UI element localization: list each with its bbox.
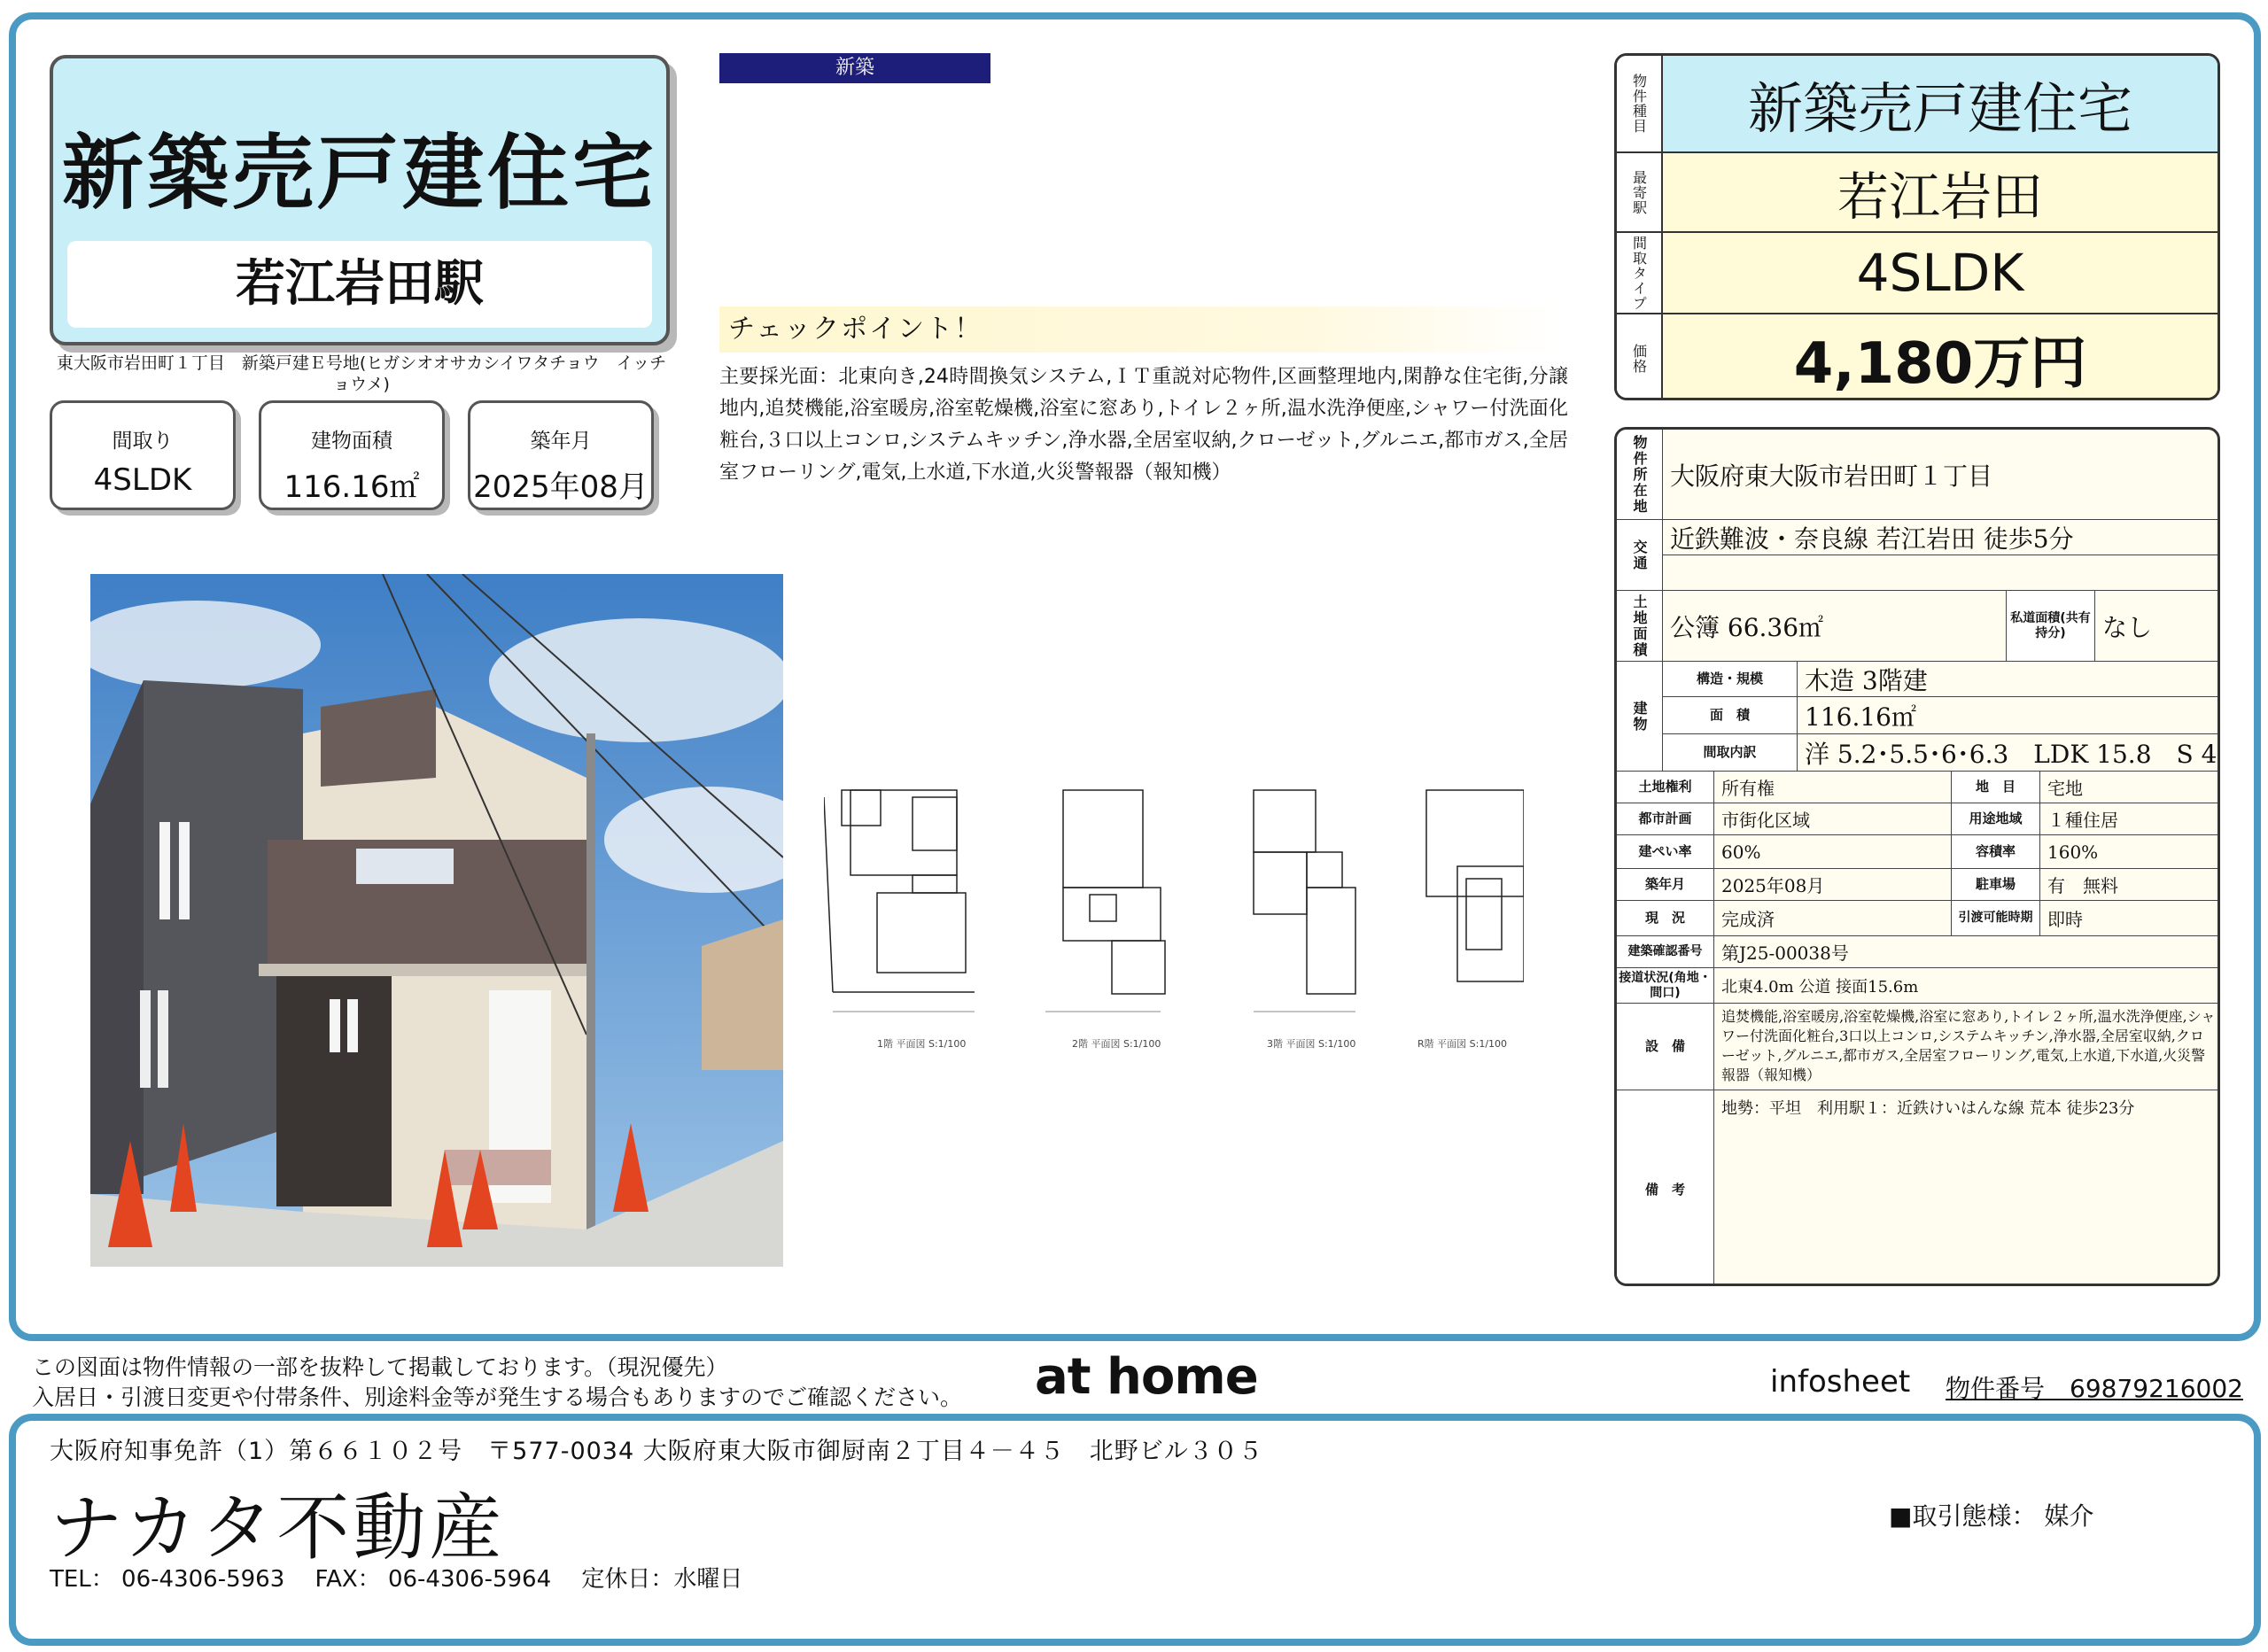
stat-value: 2025年08月 [473,469,649,505]
remarks-label: 備 考 [1617,1090,1714,1286]
summary-label: 価格 [1617,314,1663,400]
floor-plan-caption-1f: 1階 平面図 S:1/100 [877,1038,967,1050]
new-badge: 新築 [719,53,990,83]
permit-label: 建築確認番号 [1617,936,1714,968]
land-area-value: 公簿 66.36㎡ [1663,591,2007,662]
structure-label: 構造・規模 [1663,662,1798,697]
property-photo [90,574,783,1267]
summary-layout-row [1617,233,2218,314]
detail-label: 土地面積 [1617,591,1663,662]
far-label: 容積率 [1952,835,2040,869]
access-value: 近鉄難波・奈良線 若江岩田 徒歩5分 [1663,520,2220,555]
coverage-value: 60% [1714,835,1952,869]
deal-type: ■取引態様： 媒介 [1889,1501,2094,1531]
disclaimer-line-1: この図面は物件情報の一部を抜粋して掲載しております。（現況優先） [32,1354,728,1380]
title-station: 若江岩田駅 [67,241,652,328]
detail-label: 建物 [1617,662,1663,772]
coverage-label: 建ぺい率 [1617,835,1714,869]
summary-station-row [1617,153,2218,233]
status-label: 現 況 [1617,901,1714,936]
disclaimer-line-2: 入居日・引渡日変更や付帯条件、別途料金等が発生する場合もありますのでご確認ください。 [32,1384,963,1410]
rooms-label: 間取内訳 [1663,734,1798,772]
city-plan-label: 都市計画 [1617,803,1714,835]
location-value: 大阪府東大阪市岩田町１丁目 [1663,430,2220,520]
license-info: 大阪府知事免許（1）第６６１０２号 〒577-0034 大阪府東大阪市御厨南２丁目４－４５ 北野ビル３０５ [50,1438,1263,1465]
summary-panel [1614,53,2220,400]
status-value: 完成済 [1714,901,1952,936]
stat-label: 間取り [112,430,174,453]
private-road-label: 私道面積(共有持分) [2007,591,2095,662]
equipment-value: 追焚機能,浴室暖房,浴室乾燥機,浴室に窓あり,トイレ２ヶ所,温水洗浄便座,シャワー付洗面化粧台,3口以上コンロ,システムキッチン,浄水器,全居室収納,クローゼット,グルニエ,都市ガス,全居室フローリング,電気,上水道,下水道,火災警報器（報知機） [1714,1004,2220,1090]
road-value: 北東4.0m 公道 接面15.6m [1714,968,2220,1004]
checkpoint-body: 主要採光面：北東向き,24時間換気システム,ＩＴ重説対応物件,区画整理地内,閑静な住宅街,分譲地内,追焚機能,浴室暖房,浴室乾燥機,浴室に窓あり,トイレ２ヶ所,温水洗浄便座,シャワー付洗面化粧台,３口以上コンロ,システムキッチン,浄水器,全居室収納,クローゼット,グルニエ,都市ガス,全居室フローリング,電気,上水道,下水道,火災警報器（報知機） [719,366,1568,484]
summary-layout-value: 4SLDK [1856,243,2024,303]
athome-logo: at home [1035,1348,1258,1406]
page-title: 新築売戸建住宅 [61,126,657,221]
house-illustration [90,574,783,1267]
zoning-label: 用途地域 [1952,803,2040,835]
building-area-value: 116.16㎡ [1798,697,2220,734]
stat-value: 4SLDK [93,462,192,498]
land-rights-value: 所有権 [1714,772,1952,803]
summary-price-row [1617,314,2218,400]
structure-value: 木造 3階建 [1798,662,2220,697]
handover-value: 即時 [2040,901,2220,936]
contact-info: TEL： 06-4306-5963 FAX： 06-4306-5964 定休日：水曜日 [50,1566,743,1593]
permit-value: 第J25-00038号 [1714,936,2220,968]
floor-plans [824,779,1524,1063]
floor-plan-caption-rf: R階 平面図 S:1/100 [1418,1038,1508,1050]
far-value: 160% [2040,835,2220,869]
floor-plan-caption-2f: 2階 平面図 S:1/100 [1072,1038,1161,1050]
summary-type-row [1617,56,2218,153]
built-value: 2025年08月 [1714,869,1952,901]
parking-label: 駐車場 [1952,869,2040,901]
company-name: ナカタ不動産 [50,1486,506,1571]
road-label: 接道状況(角地・間口) [1617,968,1714,1004]
handover-label: 引渡可能時期 [1952,901,2040,936]
stat-building-area [259,400,445,510]
address-line: 東大阪市岩田町１丁目 新築戸建Ｅ号地(ヒガシオオサカシイワタチョウ イッチョウメ) [56,353,667,394]
stat-label: 建物面積 [311,430,392,453]
summary-label: 物件種目 [1617,56,1663,151]
parking-value: 有 無料 [2040,869,2220,901]
price-value: 4,180万円 [1793,331,2087,397]
stat-value: 116.16㎡ [284,469,420,505]
city-plan-value: 市街化区域 [1714,803,1952,835]
floor-plan-drawing [824,779,1524,1063]
built-label: 築年月 [1617,869,1714,901]
summary-type-value: 新築売戸建住宅 [1747,75,2132,141]
land-category-value: 宅地 [2040,772,2220,803]
land-category-label: 地 目 [1952,772,2040,803]
summary-label: 間取タイプ [1617,233,1663,313]
summary-station-value: 若江岩田 [1837,167,2043,227]
land-rights-label: 土地権利 [1617,772,1714,803]
title-card [50,55,670,345]
detail-label: 交通 [1617,520,1663,591]
detail-label: 物件所在地 [1617,430,1663,520]
stat-built-date [468,400,654,510]
remarks-value: 地勢：平坦 利用駅１：近鉄けいはんな線 荒本 徒歩23分 [1714,1090,2220,1286]
property-number: 物件番号 69879216002 [1946,1374,2243,1403]
floor-plan-caption-3f: 3階 平面図 S:1/100 [1267,1038,1356,1050]
infosheet-label: infosheet [1770,1364,1911,1400]
private-road-value: なし [2095,591,2220,662]
zoning-value: １種住居 [2040,803,2220,835]
details-table [1614,427,2220,1286]
stat-label: 築年月 [530,430,592,453]
stat-layout [50,400,236,510]
equipment-label: 設 備 [1617,1004,1714,1090]
summary-label: 最寄駅 [1617,153,1663,231]
access-empty-row [1663,555,2220,591]
building-area-label: 面 積 [1663,697,1798,734]
rooms-value: 洋 5.2･5.5･6･6.3 LDK 15.8 S 4 [1798,734,2220,772]
checkpoint-title: チェックポイント！ [719,306,1563,353]
